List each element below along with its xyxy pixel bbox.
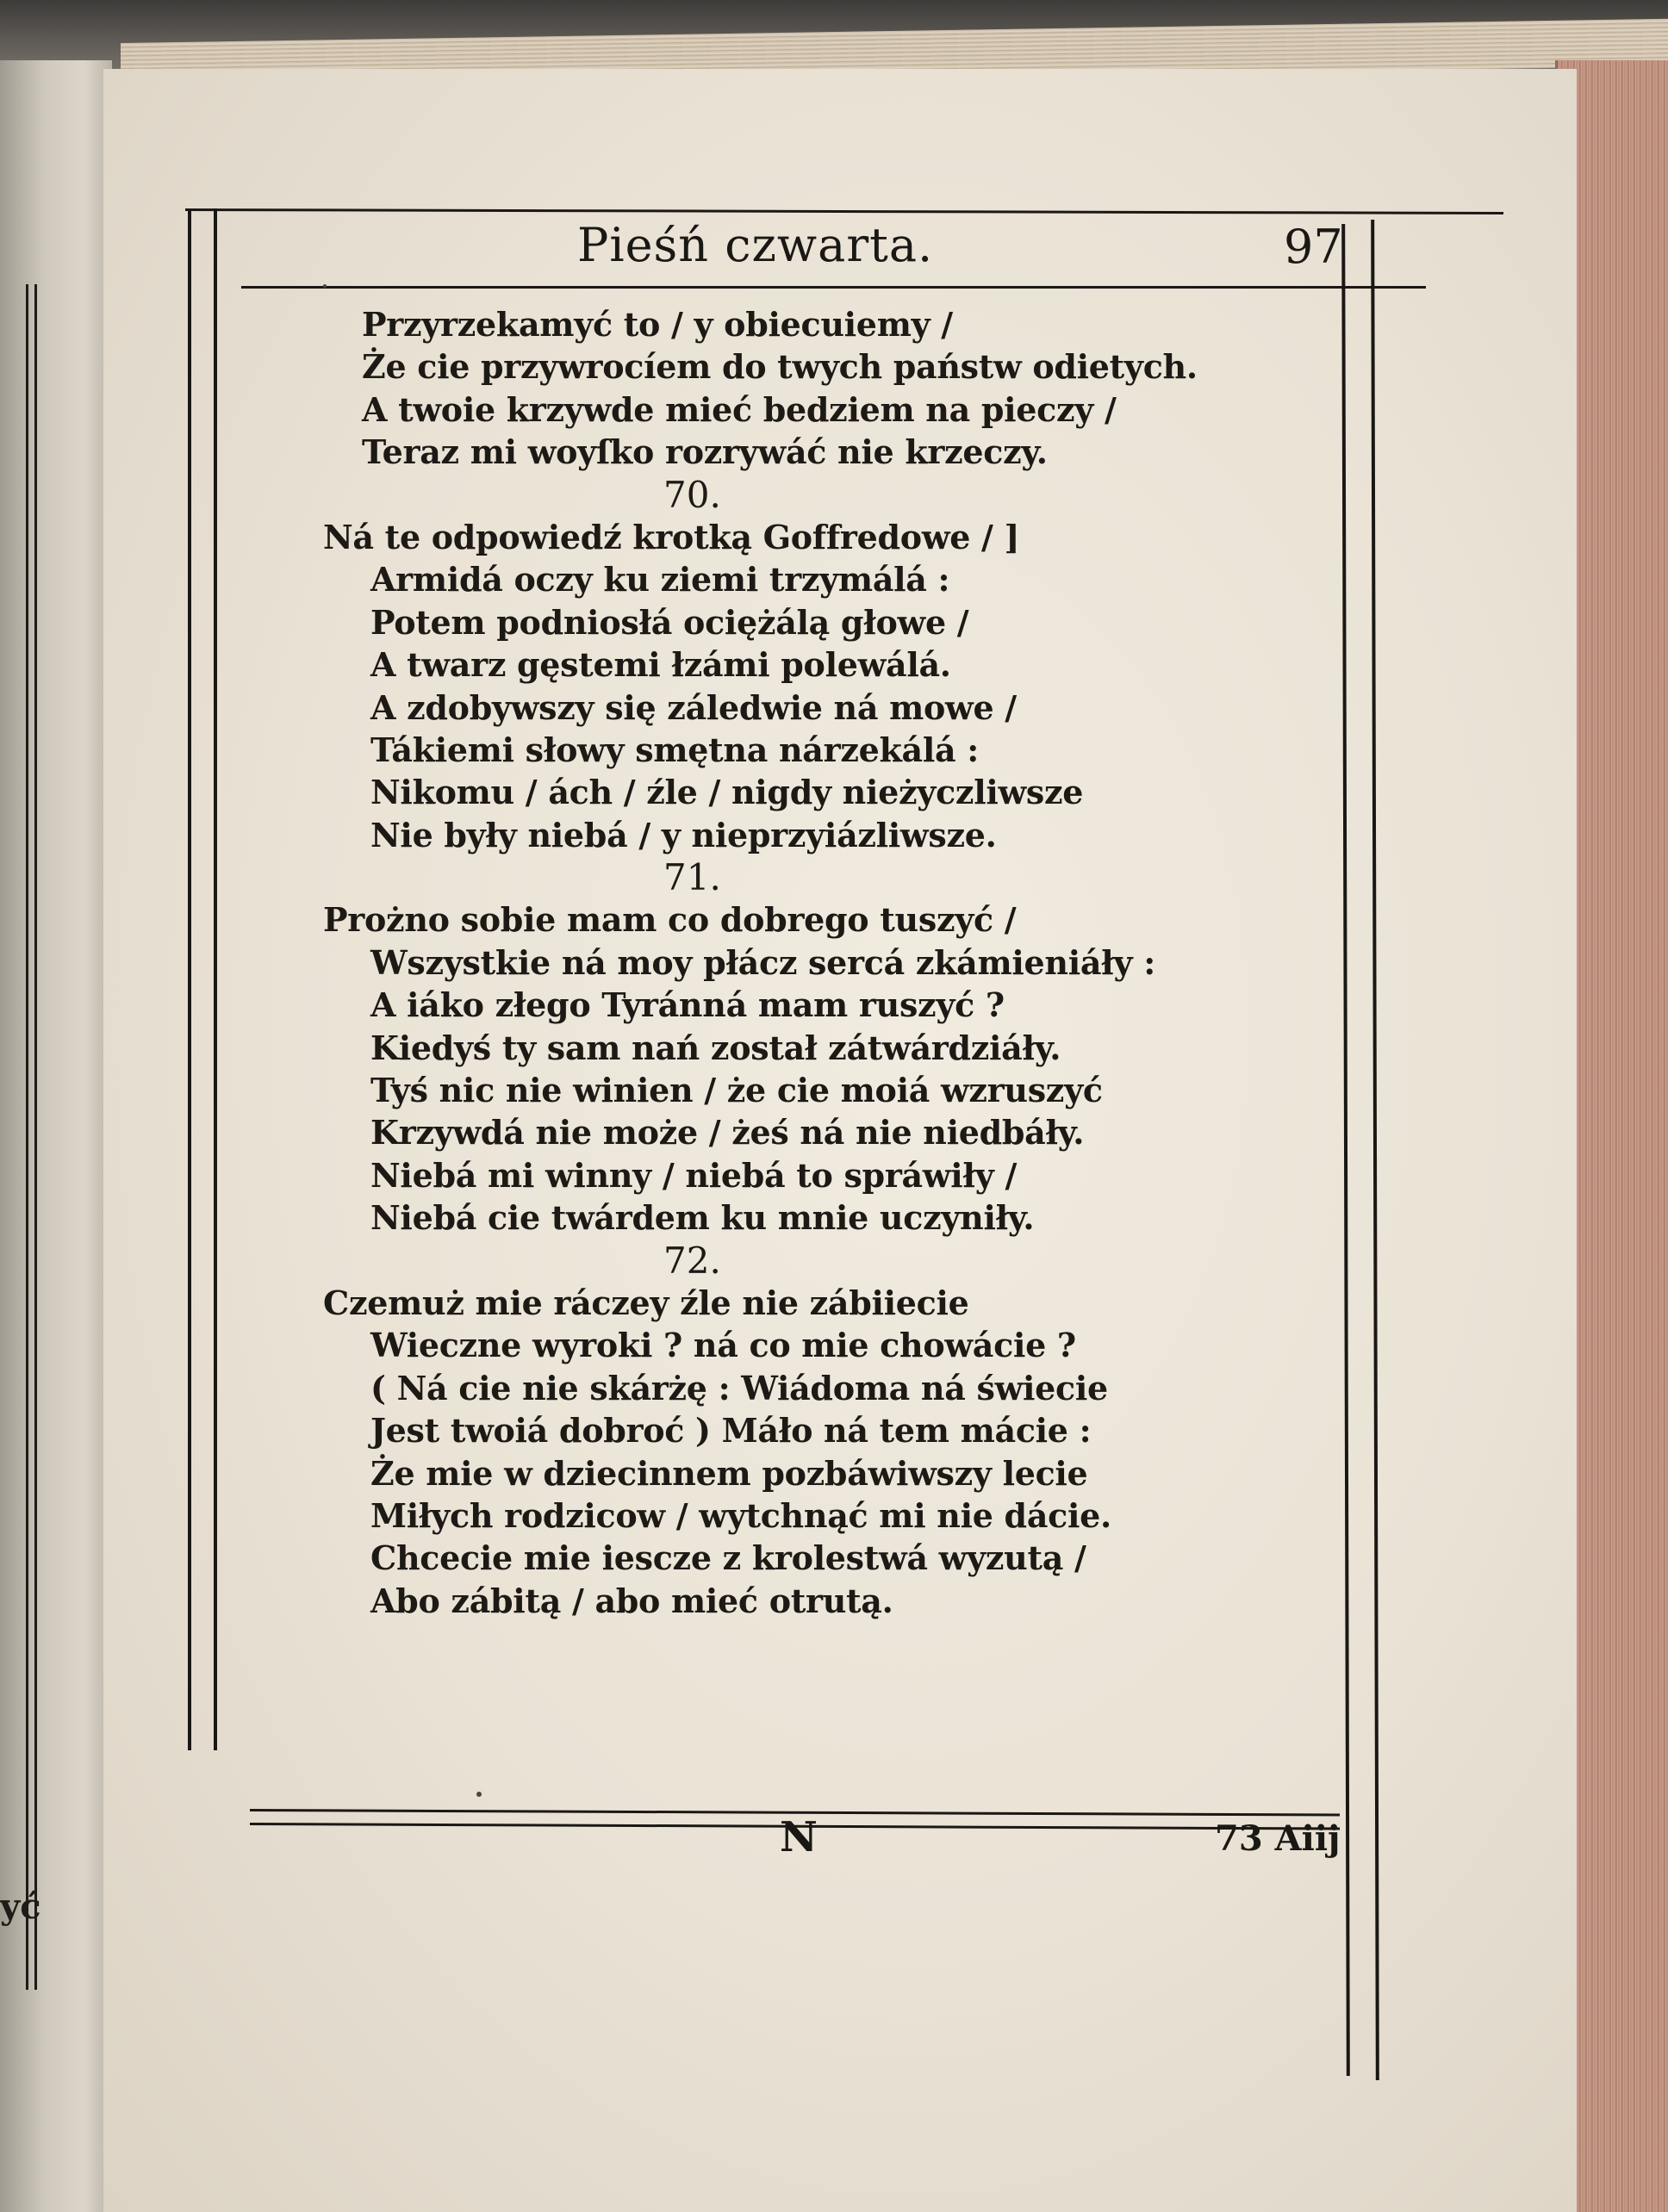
ink-speck	[323, 284, 327, 288]
verse-line: Niebá mi winny / niebá to spráwiły /	[370, 1155, 1018, 1195]
verse-line: ( Ná cie nie skárżę : Wiádoma ná świecie	[370, 1368, 1108, 1407]
stanza-number: 71.	[663, 856, 721, 899]
verse-line: Miłych rodzicow / wytchnąć mi nie dácie.	[370, 1495, 1111, 1535]
verse-line: Kiedyś ty sam nań został zátwárdziáły.	[370, 1028, 1061, 1067]
frame-right-outer	[1371, 220, 1379, 2080]
verse-line: Wszystkie ná moy płácz sercá zkámieniáły :	[370, 942, 1155, 982]
verse-line: Jest twoiá dobroć ) Máło ná tem mácie :	[370, 1411, 1092, 1451]
page-number: 97	[1284, 220, 1343, 274]
verse-line: Tyś nic nie winien / że cie moiá wzruszyć	[370, 1071, 1103, 1110]
verse-line: A twoie krzywde mieć bedziem na pieczy /	[362, 389, 1117, 429]
poem-text	[323, 303, 1335, 1622]
verse-line: A twarz gęstemi łzámi polewálá.	[370, 645, 951, 685]
header-underline	[241, 286, 1426, 289]
verse-line: Czemuż mie ráczey źle nie zábiiecie	[323, 1283, 969, 1322]
verse-line: Prożno sobie mam co dobrego tuszyć /	[323, 900, 1017, 940]
left-page-rule	[26, 284, 28, 1990]
verse-line: Abo zábitą / abo mieć otrutą.	[370, 1581, 893, 1620]
stanza-70	[323, 474, 1335, 857]
stanza-number: 72.	[663, 1239, 721, 1282]
stanza-71	[323, 856, 1335, 1240]
page-header	[233, 220, 1374, 280]
left-page-rule	[34, 284, 37, 1990]
stanza-72	[323, 1240, 1335, 1623]
left-page-fragment: yć	[0, 1886, 41, 1927]
verse-line: Nikomu / ách / źle / nigdy nieżyczliwsze	[370, 773, 1084, 812]
stanza-intro	[323, 303, 1335, 474]
verse-line: Nie były niebá / y nieprzyiázliwsze.	[370, 815, 997, 854]
frame-left-outer	[188, 208, 191, 1750]
frame-right-inner	[1341, 224, 1350, 2076]
page-footer	[250, 1813, 1370, 1873]
signature-mark: N	[780, 1813, 818, 1861]
verse-line: Teraz mi woyſko rozrywáć nie krzeczy.	[362, 432, 1048, 472]
verse-line: A zdobywszy się záledwie ná mowe /	[370, 687, 1017, 727]
verse-line: Wieczne wyroki ? ná co mie chowácie ?	[370, 1326, 1076, 1365]
ink-speck	[476, 1792, 482, 1797]
verse-line: Przyrzekamyć to / y obiecuiemy /	[362, 305, 953, 344]
verse-line: Krzywdá nie może / żeś ná nie niedbáły.	[370, 1113, 1085, 1153]
stanza-number: 70.	[663, 473, 721, 516]
verse-line: A iáko złego Tyránná mam ruszyć ?	[370, 985, 1005, 1025]
running-head: Pieśń czwarta.	[577, 218, 934, 272]
verse-line: Chcecie mie iescze z krolestwá wyzutą /	[370, 1538, 1086, 1578]
verse-line: Tákiemi słowy smętna nárzekálá :	[370, 730, 979, 769]
verse-line: Że cie przywrocíem do twych państw odietych.	[362, 347, 1198, 387]
frame-left-inner	[214, 208, 217, 1750]
frame-top-rule	[185, 208, 1503, 214]
verse-line: Ná te odpowiedź krotką Goffredowe / ]	[323, 517, 1020, 556]
verse-line: Że mie w dziecinnem pozbáwiwszy lecie	[370, 1453, 1088, 1493]
verse-line: Armidá oczy ku ziemi trzymálá :	[370, 560, 950, 600]
left-page	[0, 60, 112, 2212]
verse-line: Niebá cie twárdem ku mnie uczyniły.	[370, 1198, 1035, 1238]
catchword: 73 Aiij	[1215, 1818, 1341, 1859]
verse-line: Potem podniosłá ociężálą głowe /	[370, 602, 969, 642]
